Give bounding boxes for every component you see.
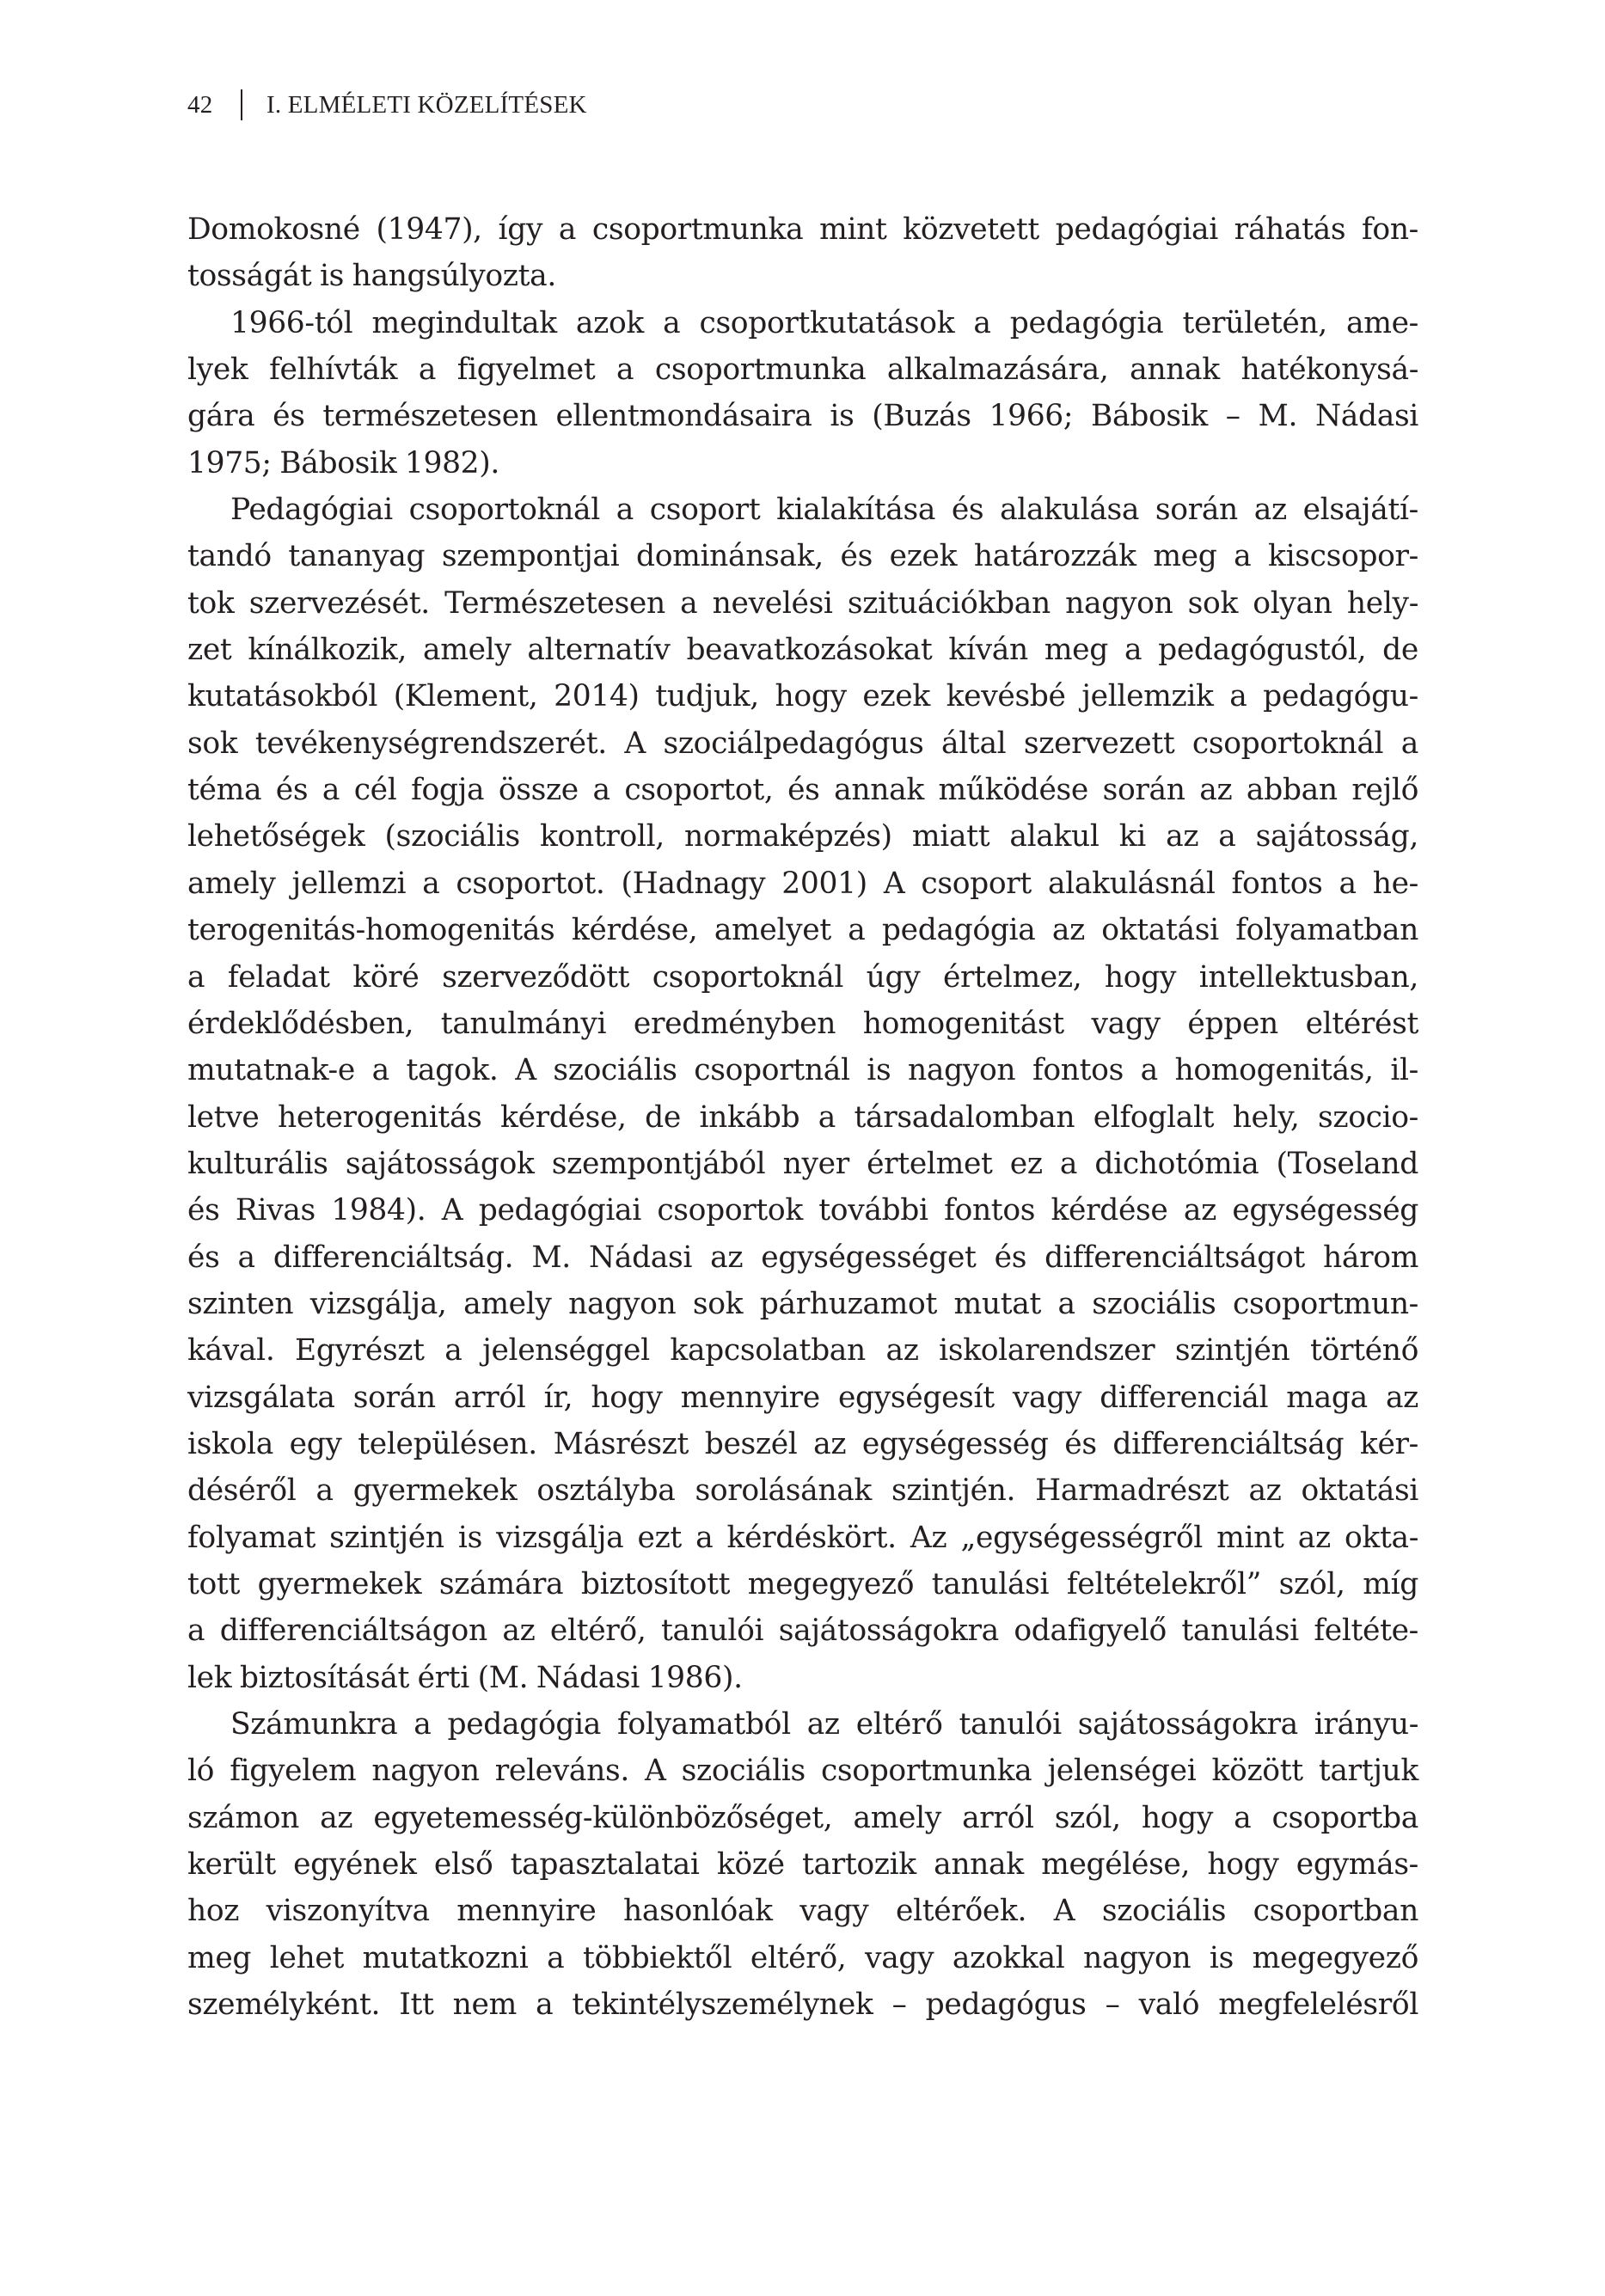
text-line: amely jellemzi a csoportot. (Hadnagy 2001) A csoport alakulásnál fontos a he- [187,866,1418,901]
body-text [187,206,1418,2028]
chapter-title: I. ELMÉLETI KÖZELÍTÉSEK [266,90,587,119]
text-line: meg lehet mutatkozni a többiektől eltérő, vagy azokkal nagyon is megegyező [187,1940,1418,1975]
text-line: személyként. Itt nem a tekintélyszemélynek – pedagógus – való megfelelésről [187,1987,1418,2023]
text-line: folyamat szintjén is vizsgálja ezt a kérdéskört. Az „egységességről mint az okta- [187,1520,1418,1555]
text-line: Számunkra a pedagógia folyamatból az eltérő tanulói sajátosságokra irányu- [230,1707,1418,1742]
text-line: és Rivas 1984). A pedagógiai csoportok további fontos kérdése az egységesség [187,1193,1418,1228]
text-line: terogenitás-homogenitás kérdése, amelyet a pedagógia az oktatási folyamatban [187,913,1418,948]
text-line: lek biztosítását érti (M. Nádasi 1986). [187,1660,743,1695]
text-line: és a differenciáltság. M. Nádasi az egységességet és differenciáltságot három [187,1240,1418,1275]
text-line: tandó tananyag szempontjai dominánsak, és ezek határozzák meg a kiscsopor- [187,539,1418,574]
text-line: Pedagógiai csoportoknál a csoport kialakítása és alakulása során az elsajátí- [230,493,1418,528]
text-line: 1966-tól megindultak azok a csoportkutatások a pedagógia területén, ame- [230,305,1418,340]
text-line: 1975; Bábosik 1982). [187,445,500,481]
text-line: sok tevékenységrendszerét. A szociálpedagógus által szervezett csoportoknál a [187,726,1418,761]
text-line: a feladat köré szerveződött csoportoknál úgy értelmez, hogy intellektusban, [187,959,1418,995]
text-line: mutatnak-e a tagok. A szociális csoportnál is nagyon fontos a homogenitás, il- [187,1053,1418,1088]
text-line: kutatásokból (Klement, 2014) tudjuk, hogy ezek kevésbé jellemzik a pedagógu- [187,679,1418,714]
text-line: vizsgálata során arról ír, hogy mennyire egységesít vagy differenciál maga az [187,1380,1418,1415]
text-line: került egyének első tapasztalatai közé tartozik annak megélése, hogy egymás- [187,1847,1418,1883]
running-head [187,86,587,124]
text-line: hoz viszonyítva mennyire hasonlóak vagy eltérőek. A szociális csoportban [187,1894,1418,1929]
text-line: kával. Egyrészt a jelenséggel kapcsolatban az iskolarendszer szintjén történő [187,1333,1418,1368]
text-line: tok szervezését. Természetesen a nevelési szituációkban nagyon sok olyan hely- [187,585,1418,621]
text-line: számon az egyetemesség-különbözőséget, amely arról szól, hogy a csoportba [187,1800,1418,1835]
text-line: ló figyelem nagyon releváns. A szociális csoportmunka jelenségei között tartjuk [187,1754,1418,1789]
text-line: tosságát is hangsúlyozta. [187,259,556,294]
text-line: tott gyermekek számára biztosított megegyező tanulási feltételekről” szól, míg [187,1566,1418,1601]
text-line: zet kínálkozik, amely alternatív beavatkozásokat kíván meg a pedagógustól, de [187,633,1418,668]
text-line: Domokosné (1947), így a csoportmunka mint közvetett pedagógiai ráhatás fon- [187,212,1418,247]
text-line: érdeklődésben, tanulmányi eredményben homogenitást vagy éppen eltérést [187,1006,1418,1041]
text-line: szinten vizsgálja, amely nagyon sok párhuzamot mutat a szociális csoportmun- [187,1286,1418,1321]
text-line: téma és a cél fogja össze a csoportot, és annak működése során az abban rejlő [187,773,1418,808]
header-divider [241,89,242,120]
text-line: iskola egy településen. Másrészt beszél az egységesség és differenciáltság kér- [187,1426,1418,1461]
text-line: lehetőségek (szociális kontroll, normaképzés) miatt alakul ki az a sajátosság, [187,819,1418,854]
text-line: a differenciáltságon az eltérő, tanulói sajátosságokra odafigyelő tanulási feltéte- [187,1613,1418,1649]
text-line: gára és természetesen ellentmondásaira is (Buzás 1966; Bábosik – M. Nádasi [187,399,1418,434]
text-line: déséről a gyermekek osztályba sorolásának szintjén. Harmadrészt az oktatási [187,1473,1418,1509]
text-line: lyek felhívták a figyelmet a csoportmunka alkalmazására, annak hatékonysá- [187,352,1418,388]
text-line: kulturális sajátosságok szempontjából nyer értelmet ez a dichotómia (Toseland [187,1146,1418,1181]
text-line: letve heterogenitás kérdése, de inkább a társadalomban elfoglalt hely, szocio- [187,1099,1418,1135]
page-number: 42 [187,90,213,119]
